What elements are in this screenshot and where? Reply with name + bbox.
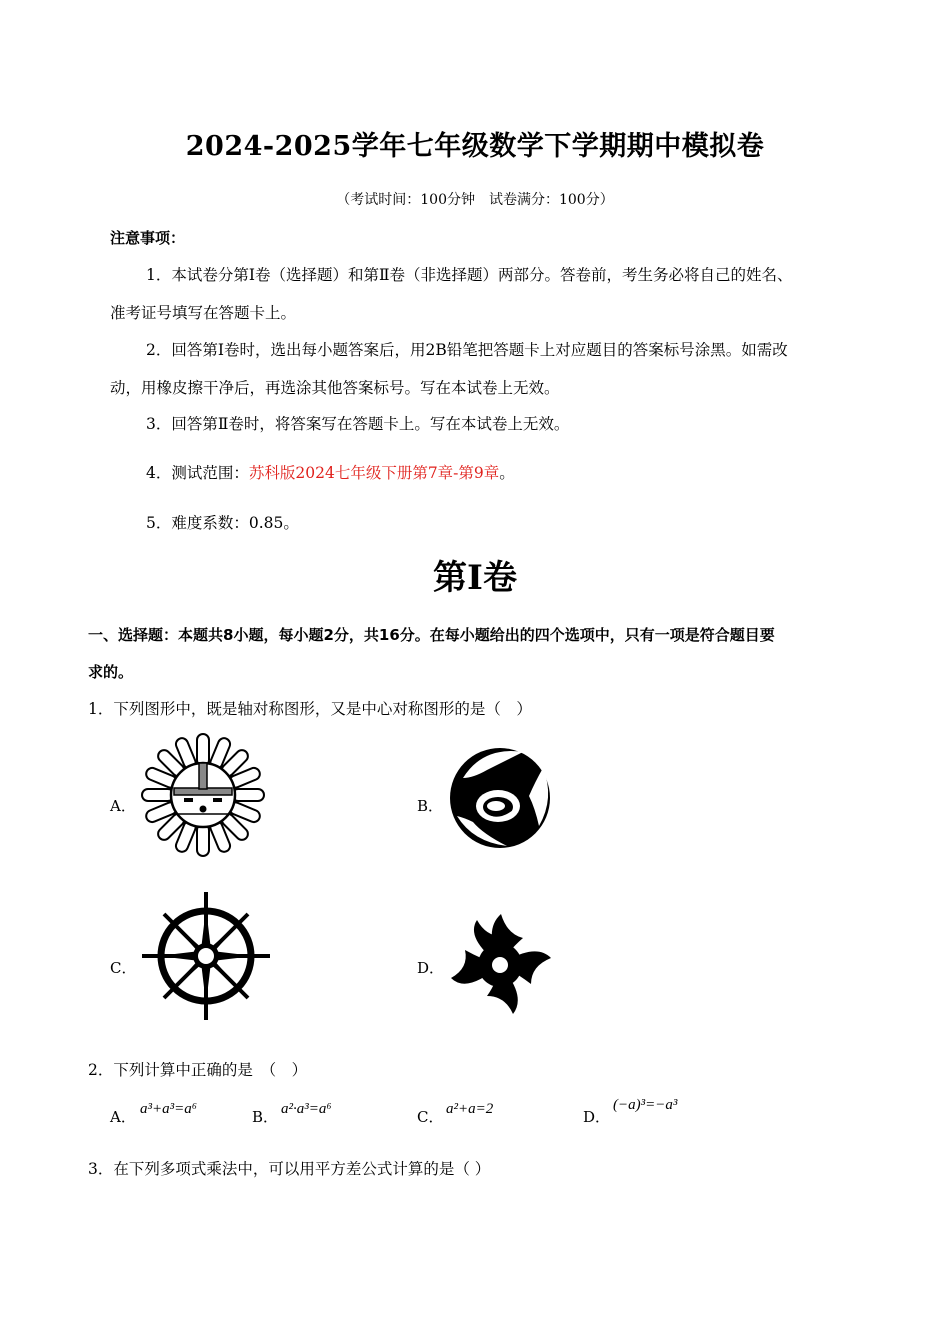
q2-option-d-label: D．: [583, 1108, 611, 1126]
question-1-stem: 1．下列图形中，既是轴对称图形，又是中心对称图形的是（ ）: [88, 700, 532, 718]
notice-item-4-suffix: 。: [499, 464, 515, 482]
q1-option-c-label: C．: [110, 959, 137, 977]
notice-item-4: [146, 461, 515, 483]
q2-option-a-expression: a³+a³=a⁶: [140, 1101, 197, 1117]
notice-item-3: 3．回答第Ⅱ卷时，将答案写在答题卡上。写在本试卷上无效。: [146, 415, 570, 433]
test-range-highlight: 苏科版2024七年级下册第7章-第9章: [248, 464, 500, 482]
ship-wheel-figure: [140, 890, 272, 1022]
q2-option-c-expression: a²+a=2: [446, 1101, 494, 1117]
question-2-stem: 2．下列计算中正确的是 （ ）: [88, 1061, 308, 1079]
q1-option-a-label: A．: [110, 797, 136, 815]
notice-item-4-prefix: 4．测试范围：: [146, 464, 249, 482]
q2-option-b-expression: a²·a³=a⁶: [281, 1101, 332, 1117]
notice-item-5: 5．难度系数：0.85。: [146, 514, 299, 532]
section-heading-line1: 一、选择题：本题共8小题，每小题2分，共16分。在每小题给出的四个选项中，只有一项是符合题目要: [88, 626, 775, 644]
q2-option-b-label: B．: [252, 1108, 279, 1126]
q2-option-d-expression: (−a)³=−a³: [613, 1097, 678, 1113]
rose-swirl-figure: [443, 738, 558, 853]
exam-subtitle: （考试时间：100分钟 试卷满分：100分）: [336, 192, 614, 208]
notice-heading: 注意事项：: [110, 229, 186, 247]
q1-option-d-label: D．: [417, 959, 445, 977]
q2-option-a-label: A．: [110, 1108, 136, 1126]
notice-item-2-line2: 动，用橡皮擦干净后，再选涂其他答案标号。写在本试卷上无效。: [110, 379, 560, 397]
question-3-stem: 3．在下列多项式乘法中，可以用平方差公式计算的是（ ）: [88, 1160, 491, 1178]
pinwheel-flower-figure: [443, 910, 558, 1020]
notice-item-1-line2: 准考证号填写在答题卡上。: [110, 304, 297, 322]
notice-item-1-line1: 1．本试卷分第Ⅰ卷（选择题）和第Ⅱ卷（非选择题）两部分。答卷前，考生务必将自己的姓名、: [146, 266, 793, 284]
q2-option-c-label: C．: [417, 1108, 444, 1126]
notice-item-2-line1: 2．回答第Ⅰ卷时，选出每小题答案后，用2B铅笔把答题卡上对应题目的答案标号涂黑。如需改: [146, 341, 788, 359]
q1-option-b-label: B．: [417, 797, 444, 815]
part-title: 第Ⅰ卷: [433, 558, 517, 598]
sun-face-figure: [138, 730, 268, 860]
section-heading-line2: 求的。: [88, 663, 134, 681]
exam-title: 2024-2025学年七年级数学下学期期中模拟卷: [185, 131, 765, 162]
